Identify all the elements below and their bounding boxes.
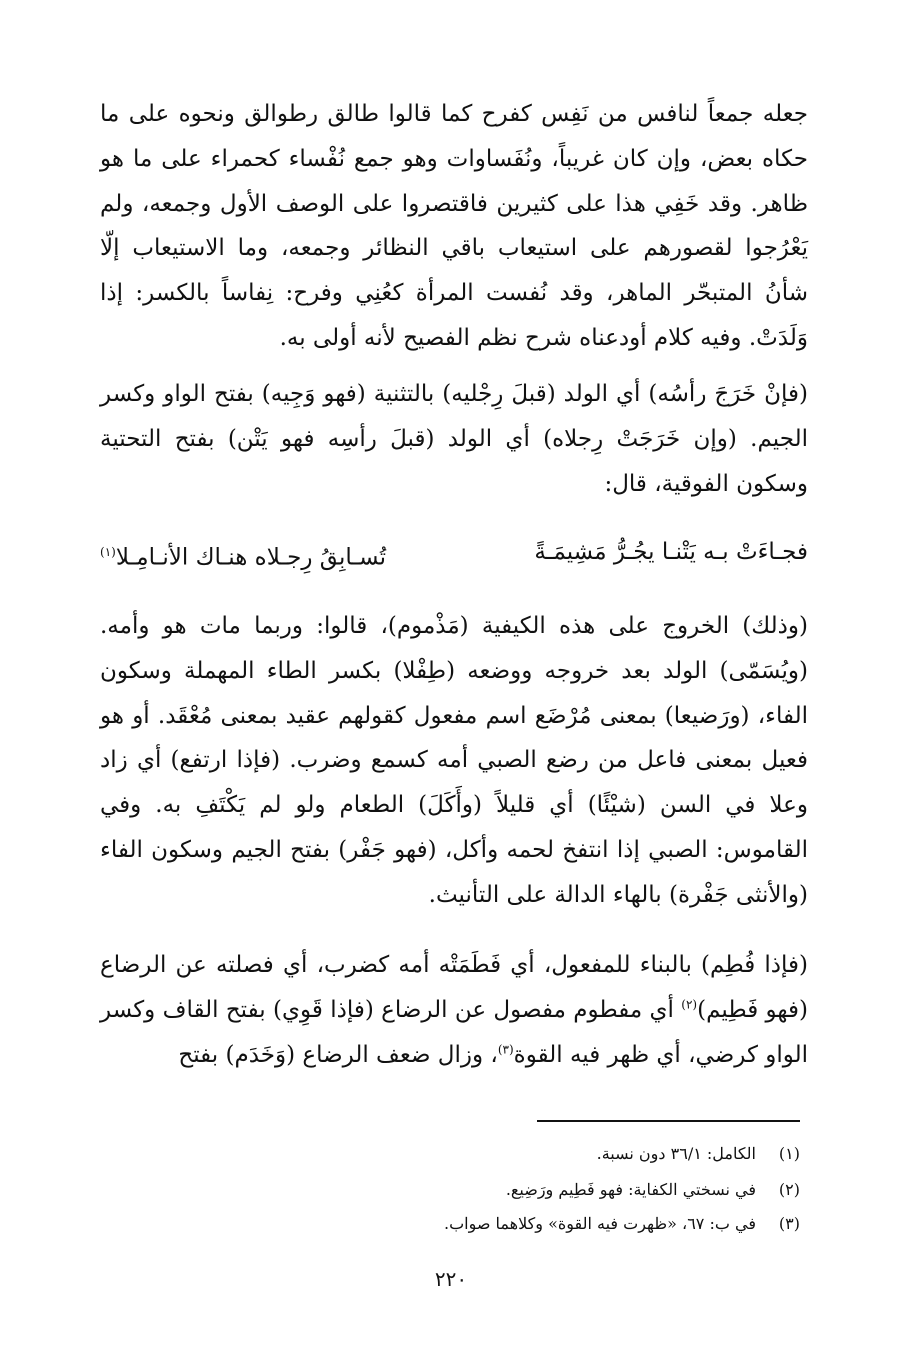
footnote-ref-2: (٢) bbox=[681, 997, 698, 1012]
footnote-1 bbox=[300, 1138, 800, 1170]
page-number: ٢٢٠ bbox=[434, 1267, 468, 1291]
paragraph-4 bbox=[100, 943, 808, 1077]
paragraph-4-part-1: (فإذا فُطِم) بالبناء للمفعول، أي فَطَمَتْه أمه كضرب، أي فصلته عن الرضاع (فهو فَطِيم) bbox=[100, 952, 808, 1023]
footnote-ref-3: (٣) bbox=[497, 1041, 514, 1056]
paragraph-1: جعله جمعاً لنافس من نَفِس كفرح كما قالوا طالق رطوالق ونحوه على ما حكاه بعض، وإن كان غريباً، ونُفَساوات وهو جمع نُفْساء كحمراء على ما هو ظاهر. وقد خَفِي هذا على كثيرين فاقتصروا على الوصف الأول وجمعه، ولم يَعْرُجوا لقصورهم على استيعاب باقي النظائر وجمعه، وما الاستيعاب إلّا شأنُ المتبحّر الماهر، وقد نُفست المرأة كعُنِي وفرح: نِفاساً بالكسر: إذا وَلَدَتْ. وفيه كلام أودعناه شرح نظم الفصيح لأنه أولى به. bbox=[100, 101, 808, 351]
paragraph-4-part-3: ، وزال ضعف الرضاع (وَخَدَم) بفتح bbox=[178, 1041, 498, 1068]
paragraph-4-part-2: أي مفطوم مفصول عن الرضاع (فإذا قَوِي) بفتح القاف وكسر الواو كرضي، أي ظهر فيه القوة bbox=[100, 996, 808, 1068]
footnote-number: (١) bbox=[778, 1144, 800, 1163]
footnote-number: (٣) bbox=[778, 1214, 800, 1233]
footnote-text: في نسختي الكفاية: فهو فَطِيم ورَضِيع. bbox=[505, 1180, 756, 1199]
paragraph-2: (فإنْ خَرَجَ رأسُه) أي الولد (قبلَ رِجْليه) بالتثنية (فهو وَجِيه) بفتح الواو وكسر الجيم. (وإن خَرَجَتْ رِجلاه) أي الولد (قبلَ رأسِه فهو يَتْن) بفتح التحتية وسكون الفوقية، قال: bbox=[100, 381, 808, 497]
footnote-separator bbox=[537, 1120, 800, 1122]
footnote-3 bbox=[300, 1208, 800, 1240]
footnote-text: في ب: ٦٧، «ظهرت فيه القوة» وكلاهما صواب. bbox=[444, 1214, 756, 1233]
footnote-text: الكامل: ٣٦/١ دون نسبة. bbox=[596, 1144, 756, 1163]
footnote-2 bbox=[300, 1174, 800, 1206]
verse-second-hemistich-text: تُسـابِقُ رِجـلاه هنـاك الأنـامِـلا bbox=[115, 544, 387, 571]
footnote-ref-1: (١) bbox=[100, 545, 116, 559]
paragraph-3: (وذلك) الخروج على هذه الكيفية (مَذْموم)، قالوا: وربما مات هو وأمه. (ويُسَمّى) الولد بعد خروجه ووضعه (طِفْلا) بكسر الطاء المهملة وسكون الفاء، (ورَضيعا) بمعنى مُرْضَع اسم مفعول كقولهم عقيد بمعنى مُعْقَد. أو هو فعيل بمعنى فاعل من رضع الصبي أمه كسمع وضرب. (فإذا ارتفع) أي زاد وعلا في السن (شيْئًا) أي قليلاً (وأَكَلَ) الطعام ولو لم يَكْتَفِ به. وفي القاموس: الصبي إذا انتفخ لحمه وأكل، (فهو جَفْر) بفتح الجيم وسكون الفاء (والأنثى جَفْرة) بالهاء الدالة على التأنيث. bbox=[100, 613, 808, 908]
verse-first-hemistich-text: فجـاءَتْ بـه يَتْنـا يجُـرُّ مَشِيمَـةً bbox=[534, 539, 808, 565]
poetry-verse bbox=[100, 528, 808, 576]
footnote-number: (٢) bbox=[778, 1180, 800, 1199]
verse-second-hemistich bbox=[100, 528, 386, 582]
verse-first-hemistich bbox=[534, 528, 808, 576]
